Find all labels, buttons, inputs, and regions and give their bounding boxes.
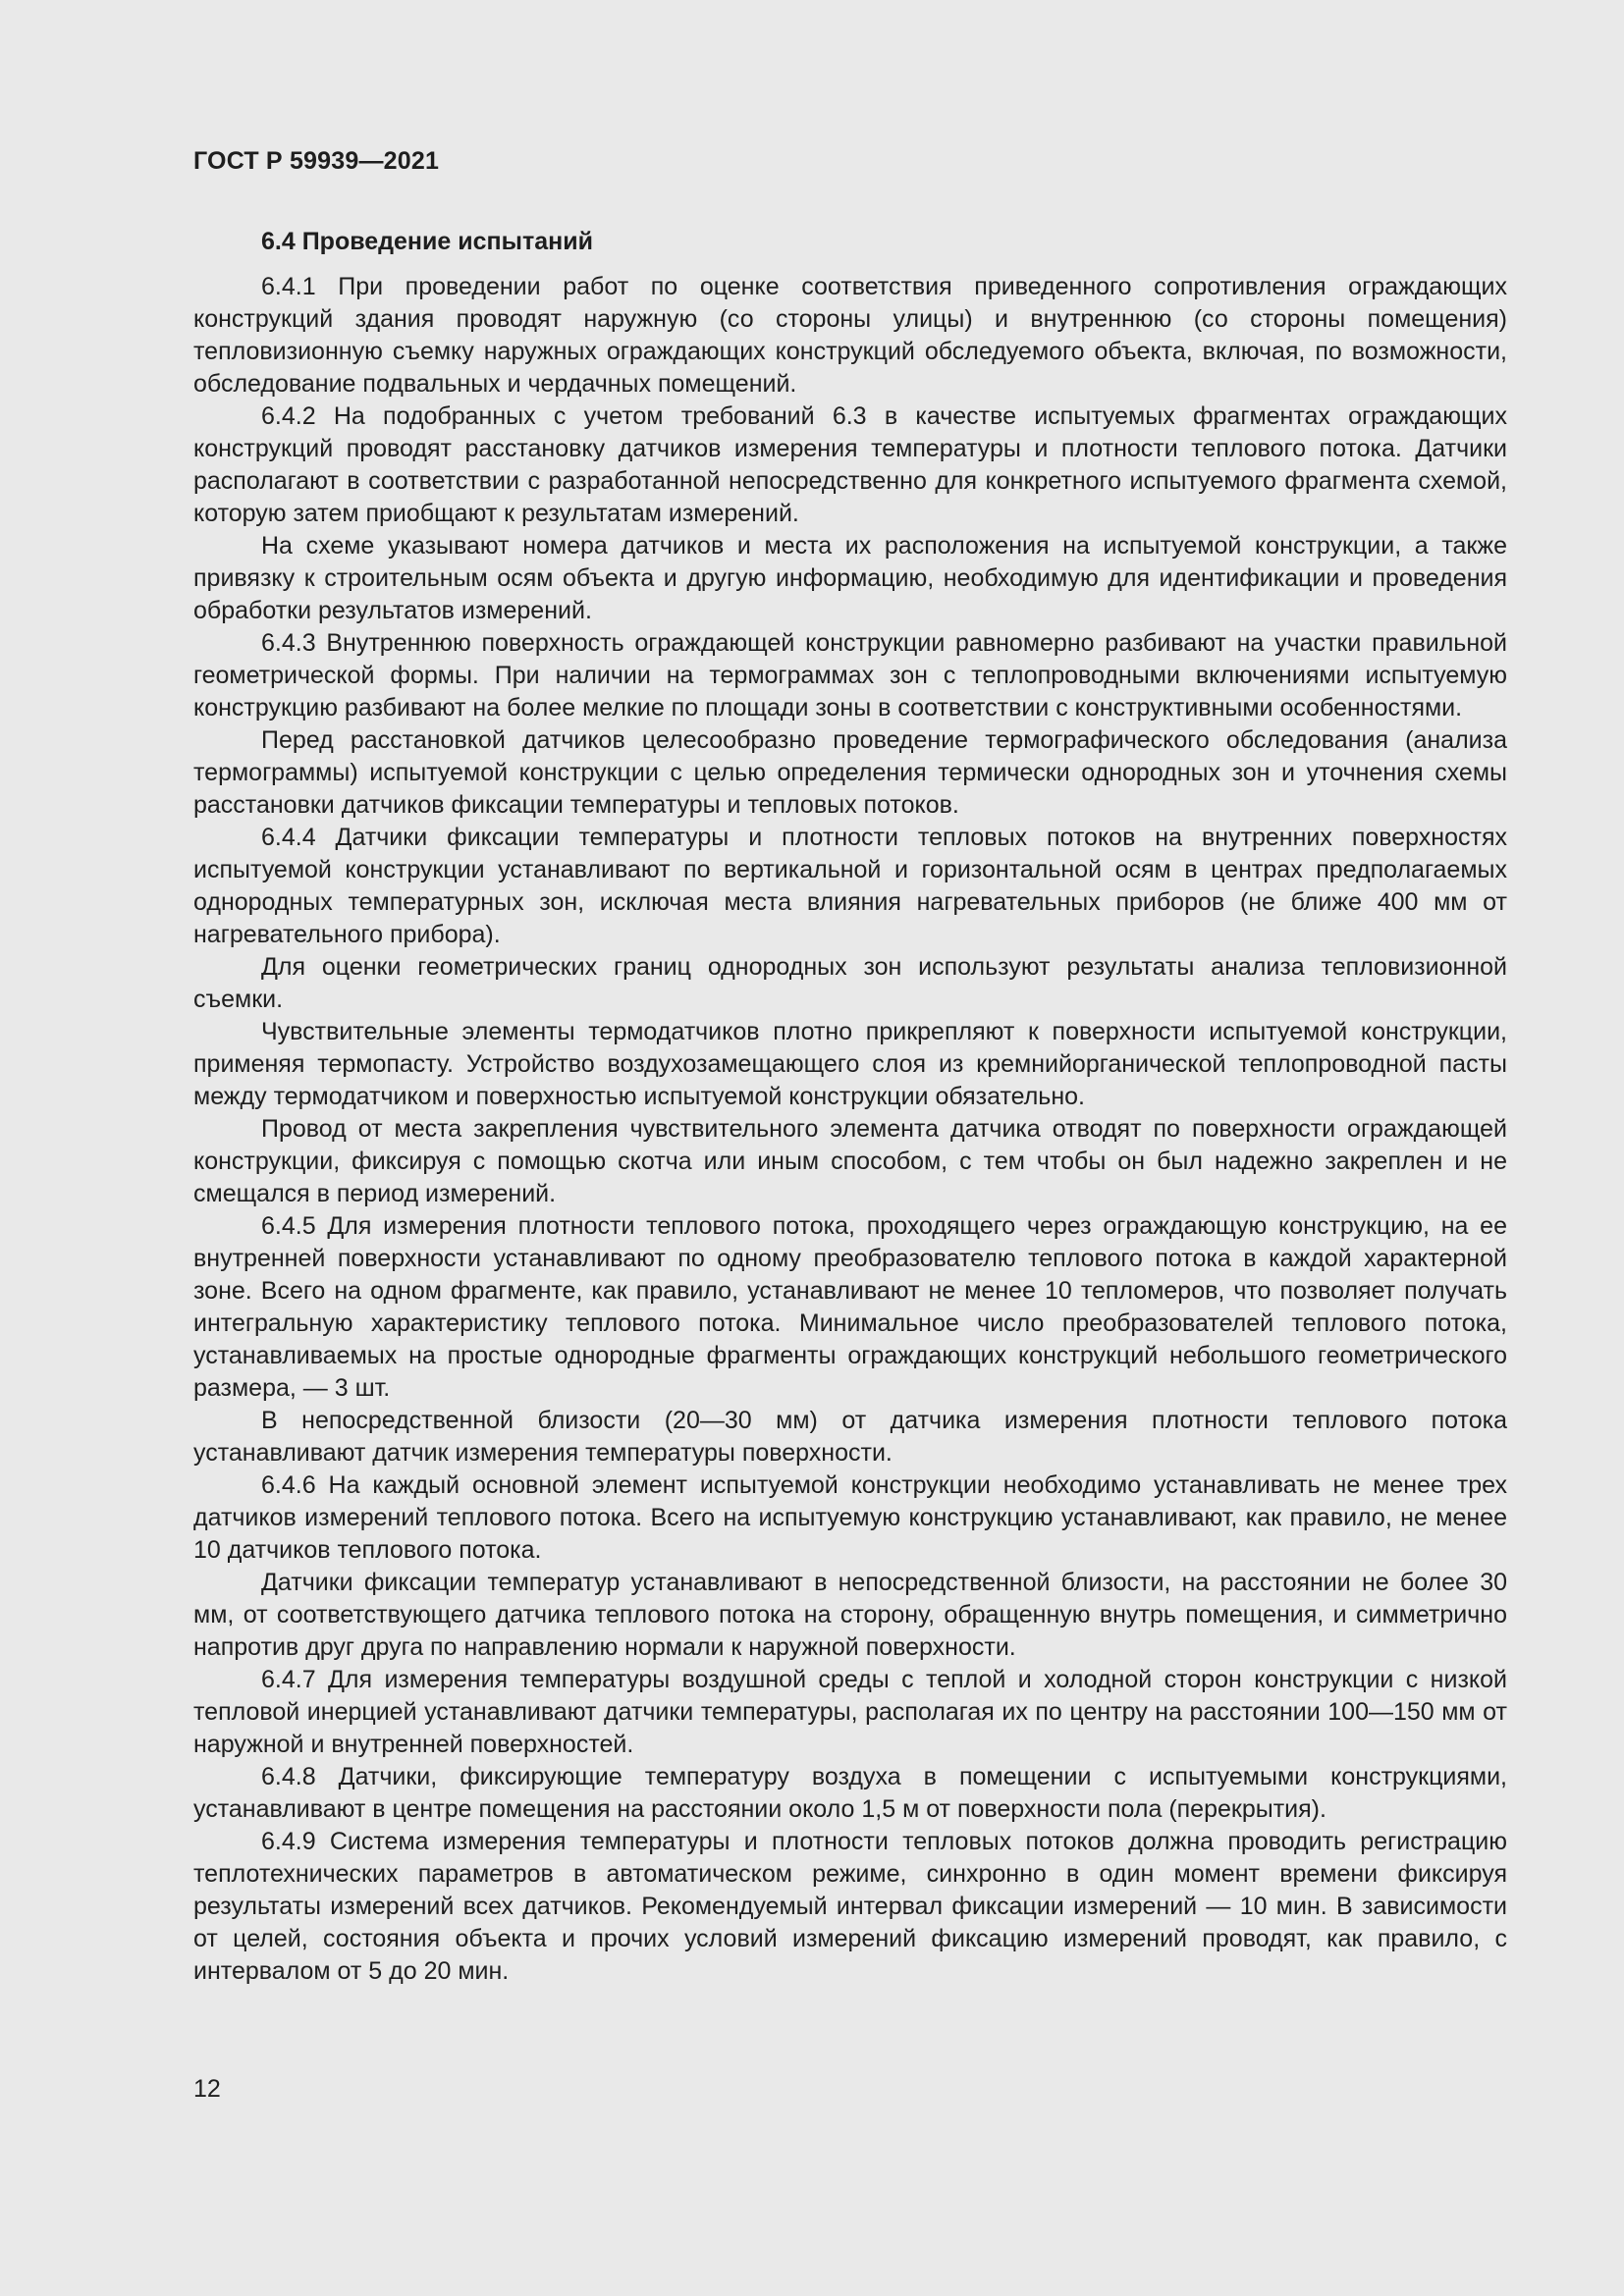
paragraph-6-4-8: 6.4.8 Датчики, фиксирующие температуру воздуха в помещении с испытуемыми конструкциями, устанавливают в центре помещения на расстоянии около 1,5 м от поверхности пола (перекрытия). [193,1763,1507,1823]
paragraph-6-4-4: 6.4.4 Датчики фиксации температуры и плотности тепловых потоков на внутренних поверхностях испытуемой конструкции устанавливают по вертикальной и горизонтальной осям в центрах предполагаемых однородных температурных зон, исключая места влияния нагревательных приборов (не ближе 400 мм от нагревательного прибора). [193,824,1507,948]
paragraph-6-4-9: 6.4.9 Система измерения температуры и плотности тепловых потоков должна проводить регистрацию теплотехнических параметров в автоматическом режиме, синхронно в один момент времени фиксируя результаты измерений всех датчиков. Рекомендуемый интервал фиксации измерений — 10 мин. В зависимости от целей, состояния объекта и прочих условий измерений фиксацию измерений проводят, как правило, с интервалом от 5 до 20 мин. [193,1828,1507,1985]
document-standard-id: ГОСТ Р 59939—2021 [193,147,440,175]
paragraph-6-4-5: 6.4.5 Для измерения плотности теплового потока, проходящего через ограждающую конструкцию, на ее внутренней поверхности устанавливают по одному преобразователю теплового потока в каждой характерной зоне. Всего на одном фрагменте, как правило, устанавливают не менее 10 тепломеров, что позволяет получать интегральную характеристику теплового потока. Минимальное число преобразователей теплового потока, устанавливаемых на простые однородные фрагменты ограждающих конструкций небольшого геометрического размера, — 3 шт. [193,1212,1507,1402]
paragraph-sensing-elements: Чувствительные элементы термодатчиков плотно прикрепляют к поверхности испытуемой конструкции, применяя термопасту. Устройство воздухозамещающего слоя из кремнийорганической теплопроводной пасты между термодатчиком и поверхностью испытуемой конструкции обязательно. [193,1018,1507,1110]
paragraph-zone-boundaries: Для оценки геометрических границ однородных зон используют результаты анализа тепловизионной съемки. [193,953,1507,1013]
paragraph-6-4-3: 6.4.3 Внутреннюю поверхность ограждающей конструкции равномерно разбивают на участки правильной геометрической формы. При наличии на термограммах зон с теплопроводными включениями испытуемую конструкцию разбивают на более мелкие по площади зоны в соответствии с конструктивными особенностями. [193,629,1507,721]
paragraph-6-4-6: 6.4.6 На каждый основной элемент испытуемой конструкции необходимо устанавливать не менее трех датчиков измерений теплового потока. Всего на испытуемую конструкцию устанавливают, как правило, не менее 10 датчиков теплового потока. [193,1471,1507,1564]
document-body [193,224,1507,1988]
page-number: 12 [193,2075,221,2103]
paragraph-6-4-2: 6.4.2 На подобранных с учетом требований 6.3 в качестве испытуемых фрагментах ограждающих конструкций проводят расстановку датчиков измерения температуры и плотности теплового потока. Датчики располагают в соответствии с разработанной непосредственно для конкретного испытуемого фрагмента схемой, которую затем приобщают к результатам измерений. [193,402,1507,527]
section-title: 6.4 Проведение испытаний [261,228,593,255]
paragraph-6-4-1: 6.4.1 При проведении работ по оценке соответствия приведенного сопротивления ограждающих конструкций здания проводят наружную (со стороны улицы) и внутреннюю (со стороны помещения) тепловизионную съемку наружных ограждающих конструкций обследуемого объекта, включая, по возможности, обследование подвальных и чердачных помещений. [193,273,1507,398]
paragraph-6-4-7: 6.4.7 Для измерения температуры воздушной среды с теплой и холодной сторон конструкции с низкой тепловой инерцией устанавливают датчики температуры, располагая их по центру на расстоянии 100—150 мм от наружной и внутренней поверхностей. [193,1666,1507,1758]
paragraph-temperature-sensors: Датчики фиксации температур устанавливают в непосредственной близости, на расстоянии не более 30 мм, от соответствующего датчика теплового потока на сторону, обращенную внутрь помещения, и симметрично напротив друг друга по направлению нормали к наружной поверхности. [193,1569,1507,1661]
paragraph-thermography: Перед расстановкой датчиков целесообразно проведение термографического обследования (анализа термограммы) испытуемой конструкции с целью определения термически однородных зон и уточнения схемы расстановки датчиков фиксации температуры и тепловых потоков. [193,726,1507,819]
paragraph-surface-temperature: В непосредственной близости (20—30 мм) от датчика измерения плотности теплового потока устанавливают датчик измерения температуры поверхности. [193,1407,1507,1467]
paragraph-scheme: На схеме указывают номера датчиков и места их расположения на испытуемой конструкции, а также привязку к строительным осям объекта и другую информацию, необходимую для идентификации и проведения обработки результатов измерений. [193,532,1507,624]
paragraph-wire: Провод от места закрепления чувствительного элемента датчика отводят по поверхности ограждающей конструкции, фиксируя с помощью скотча или иным способом, с тем чтобы он был надежно закреплен и не смещался в период измерений. [193,1115,1507,1207]
